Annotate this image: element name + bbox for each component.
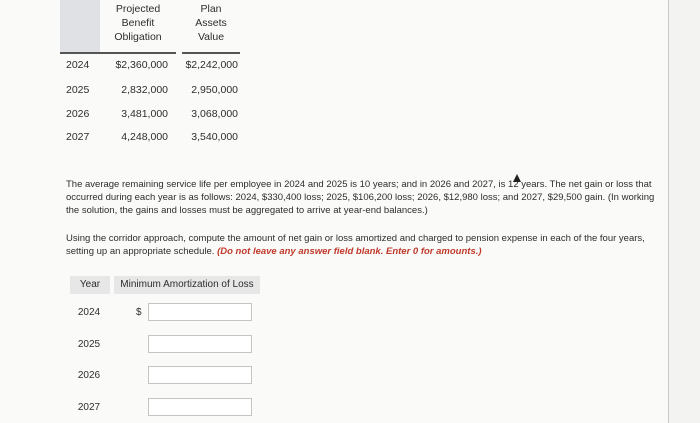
table-row-pav: $2,242,000 bbox=[185, 59, 238, 71]
pbo-header-line: Projected bbox=[115, 3, 161, 15]
pav-header-line: Plan bbox=[200, 3, 222, 15]
table-row-pbo: 4,248,000 bbox=[121, 131, 168, 143]
table-row-pav: 2,950,000 bbox=[191, 84, 238, 96]
header-divider bbox=[182, 52, 240, 54]
amortization-input-2027[interactable] bbox=[148, 398, 252, 416]
answer-amount-header: Minimum Amortization of Loss bbox=[114, 276, 260, 294]
table-row-year: 2025 bbox=[66, 84, 90, 96]
table-row-pav: 3,540,000 bbox=[191, 131, 238, 143]
answer-row-year: 2026 bbox=[77, 370, 101, 381]
instruction-note: (Do not leave any answer field blank. Enter 0 for amounts.) bbox=[217, 246, 482, 257]
table-row-pbo: 3,481,000 bbox=[121, 108, 168, 120]
pav-header bbox=[182, 2, 240, 44]
amortization-input-2025[interactable] bbox=[148, 335, 252, 353]
pbo-header bbox=[100, 2, 176, 44]
problem-instruction bbox=[66, 232, 656, 258]
header-divider bbox=[60, 52, 176, 54]
answer-row-year: 2024 bbox=[77, 307, 101, 318]
table-row-year: 2027 bbox=[66, 131, 90, 143]
table-row-pav: 3,068,000 bbox=[191, 108, 238, 120]
currency-symbol: $ bbox=[136, 307, 142, 318]
pav-header-line: Assets bbox=[195, 17, 227, 29]
mouse-cursor-icon bbox=[513, 174, 521, 182]
table-row-year: 2024 bbox=[66, 59, 90, 71]
amortization-input-2026[interactable] bbox=[148, 366, 252, 384]
table-header-spacer bbox=[60, 0, 100, 52]
pav-header-line: Value bbox=[197, 31, 225, 43]
pbo-header-line: Benefit bbox=[121, 17, 155, 29]
answer-year-header: Year bbox=[70, 276, 110, 294]
table-row-pbo: $2,360,000 bbox=[115, 59, 168, 71]
pbo-header-line: Obligation bbox=[114, 31, 162, 43]
instruction-text: Using the corridor approach, compute the amount of net gain or loss amortized and charged to pension expense in each of the four years, setting up an appropriate schedule. bbox=[66, 233, 645, 257]
amortization-input-2024[interactable] bbox=[148, 303, 252, 321]
problem-description: The average remaining service life per employee in 2024 and 2025 is 10 years; and in 2026 and 2027, is 12 years. The net gain or loss that occurred during each year is as follows: 2024, $330,400 loss; 2025, $106,200 loss; 2026, $12,980 loss; and 2027, $29,500 gain. (In working the solution, the gains and losses must be aggregated to arrive at year-end balances.) bbox=[66, 179, 655, 216]
answer-row-year: 2027 bbox=[77, 402, 101, 413]
table-row-year: 2026 bbox=[66, 108, 90, 120]
table-row-pbo: 2,832,000 bbox=[121, 84, 168, 96]
answer-row-year: 2025 bbox=[77, 339, 101, 350]
